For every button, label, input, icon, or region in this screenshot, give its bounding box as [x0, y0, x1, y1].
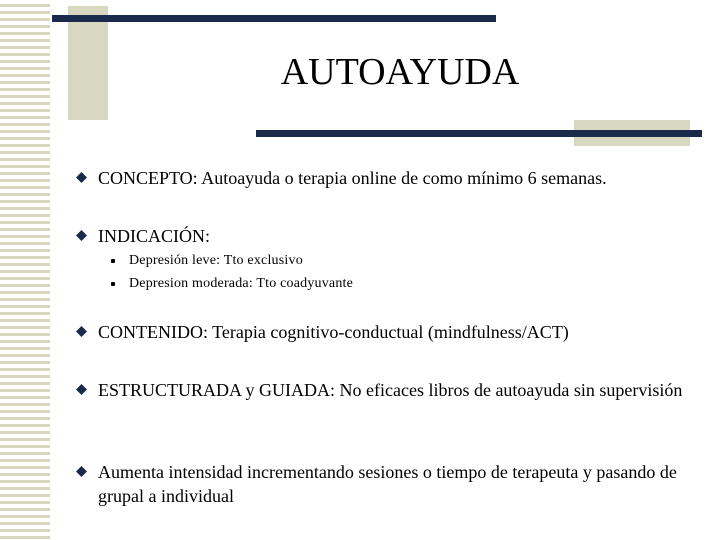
- sub-bullet-text: Depresion moderada: Tto coadyuvante: [129, 276, 354, 291]
- slide-title: AUTOAYUDA: [280, 51, 520, 93]
- diamond-bullet-icon: [76, 326, 87, 337]
- title-bar-top: [52, 15, 496, 22]
- bullet-text: ESTRUCTURADA y GUIADA: No eficaces libros de autoayuda sin supervisión: [98, 380, 683, 400]
- diamond-bullet-icon: [76, 230, 87, 241]
- bullet-text: CONCEPTO: Autoayuda o terapia online de como mínimo 6 semanas.: [98, 168, 607, 188]
- square-dot-icon: [111, 259, 115, 263]
- diamond-bullet-icon: [76, 466, 87, 477]
- sub-bullet-text: Depresión leve: Tto exclusivo: [129, 253, 303, 268]
- diamond-bullet-icon: [76, 384, 87, 395]
- diamond-bullet-icon: [76, 172, 87, 183]
- decorative-block-top: [68, 6, 108, 120]
- square-dot-icon: [111, 282, 115, 286]
- decorative-stripes: [0, 0, 50, 540]
- bullet-text: Aumenta intensidad incrementando sesiones o tiempo de terapeuta y pasando de grupal a individual: [98, 462, 677, 506]
- title-bar-bottom: [256, 130, 702, 137]
- bullet-text: INDICACIÓN:: [98, 226, 210, 246]
- bullet-text: CONTENIDO: Terapia cognitivo-conductual (mindfulness/ACT): [98, 322, 569, 342]
